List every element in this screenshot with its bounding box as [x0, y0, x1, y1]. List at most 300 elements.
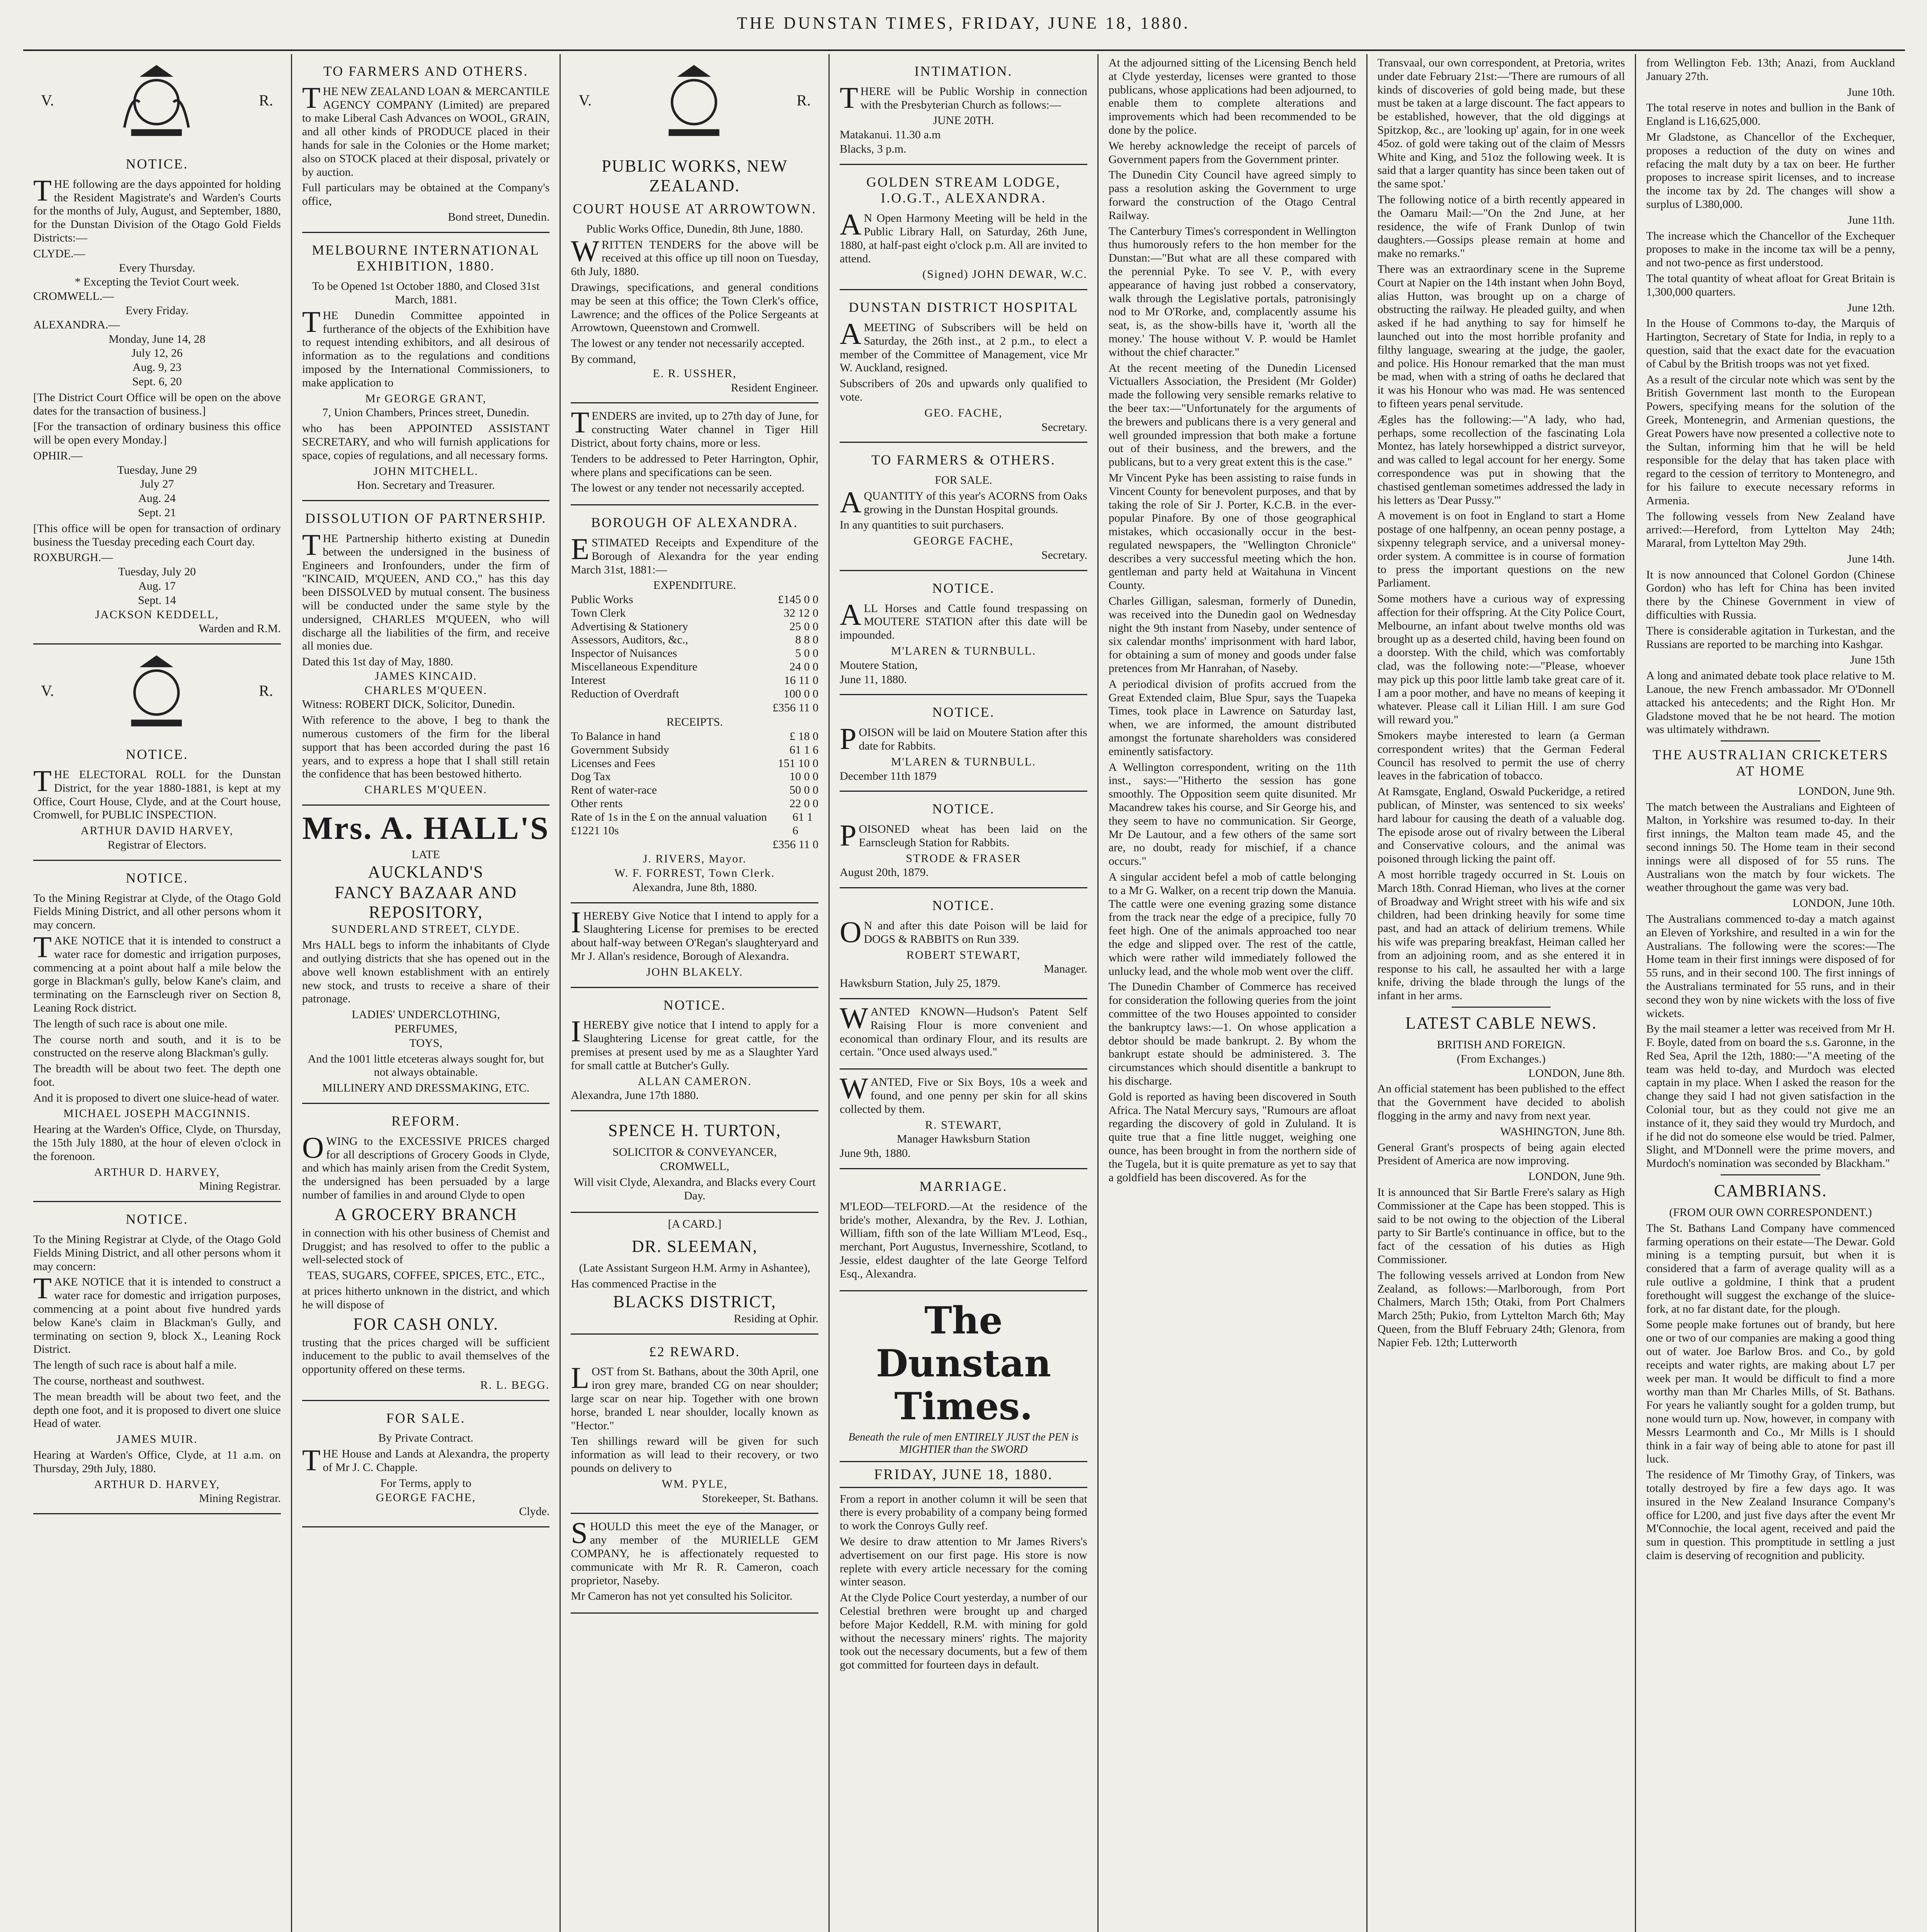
signature-title: Manager Hawksburn Station — [897, 1133, 1030, 1146]
row-label: Rate of 1s in the £ on the annual valuation £1221 10s — [571, 810, 767, 837]
schedule-row: Sept. 14 — [138, 594, 176, 607]
row-pence: 6 — [813, 743, 819, 756]
crest-v: V. — [41, 91, 54, 109]
clyde-line: * Excepting the Teviot Court week. — [75, 276, 240, 289]
notice-body: The mean breadth will be about two feet, and the depth one foot, and it is proposed to divert one sluice Head of water. — [33, 1390, 281, 1430]
table-row — [571, 811, 818, 838]
table-row — [571, 633, 818, 647]
ad-body: POISONED wheat has been laid on the Earnscleugh Station for Rabbits. — [840, 818, 1087, 852]
ad-body: who has been APPOINTED ASSISTANT SECRETARY, and who will furnish applications for space, copies of regulations, and all necessary forms. — [302, 422, 550, 462]
ad-body: Mrs HALL begs to inform the inhabitants of Clyde and outlying districts that she has opened out in the above well known establishment with an entirely new stock, and trusts to receive a share of their patronage. — [302, 939, 550, 1005]
notice-body: The breadth will be about two feet. The depth one foot. — [33, 1062, 281, 1088]
dateline: June 12th. — [1847, 301, 1895, 314]
clyde-line: Every Thursday. — [119, 261, 196, 274]
schedule-row: Aug. 24 — [138, 492, 176, 505]
row-shillings: 0 — [804, 687, 810, 700]
row-shillings: 12 — [798, 606, 810, 619]
schedule-row: Monday, June 14, 28 — [109, 332, 206, 345]
ad-body: trusting that the prices charged will be sufficient inducement to the public to avail themselves of the opportunity offered on these terms. — [302, 1336, 550, 1376]
ad-body: in connection with his other business of Chemist and Druggist; and has resolved to offer to the public a well-selected stock of — [302, 1226, 550, 1266]
ad-body: The lowest or any tender not necessarily accepted. — [571, 481, 805, 495]
signature-title: Mining Registrar. — [199, 1180, 281, 1193]
cable-paragraph: The total reserve in notes and bullion in the Bank of England is L16,625,000. — [1646, 101, 1895, 128]
signature: ARTHUR D. HARVEY, — [94, 1165, 220, 1179]
notice-title: NOTICE. — [932, 801, 995, 817]
row-shillings: 0 — [804, 784, 810, 797]
section-rule — [1452, 1007, 1551, 1008]
schedule-row: Tuesday, June 29 — [117, 463, 197, 476]
table-heading: EXPENDITURE. — [653, 579, 736, 592]
schedule-note: [The District Court Office will be open on the above dates for the transaction of business.] — [33, 391, 281, 417]
column-3 — [561, 54, 830, 1932]
row-pounds: 50 — [789, 784, 801, 797]
ad-banner: Mrs. A. HALL'S — [302, 810, 549, 847]
ad-line: CROMWELL, — [660, 1160, 730, 1173]
doctor-card — [571, 1213, 818, 1334]
table-row — [571, 593, 818, 607]
signature: WM. PYLE, — [662, 1477, 728, 1490]
place-alexandra: ALEXANDRA.— — [33, 318, 120, 331]
royal-crest — [33, 645, 281, 737]
row-pounds: 151 — [778, 757, 796, 770]
cable-paragraph: There is considerable agitation in Turkestan, and the Russians are reported to be marching into Kashgar. — [1646, 624, 1895, 651]
ad-line: SOLICITOR & CONVEYANCER, — [612, 1146, 777, 1159]
signature: M'LAREN & TURNBULL. — [891, 755, 1036, 768]
ad-heading: SPENCE H. TURTON, — [608, 1121, 781, 1140]
signature-title: Warden and R.M. — [199, 622, 281, 635]
news-paragraph: A Wellington correspondent, writing on the 11th inst., says:—"Hitherto the session has gone smoothly. The Opposition seem quite disunited. Mr Macandrew takes his course, and Sir George his, and they seem to have no communication. Sir George, Mr De Lautour, and a few others of the same sort are, no doubt, ready for mischief, if a chance occurs." — [1108, 760, 1356, 868]
signature: W. F. FORREST, Town Clerk. — [614, 867, 775, 880]
signature-title: Secretary. — [1041, 420, 1087, 434]
ad-body: THE Partnership hitherto existing at Dunedin between the undersigned in the business of Engineers and Ironfounders, under the firm of "KINCAID, M'QUEEN, AND CO.," has this day been DISSOLVED by mutual consent. The business will be conducted under the same style by the undersigned, CHARLES M'QUEEN, who will discharge all the liabilities of the firm, and receive all monies due. — [302, 527, 550, 653]
row-pence: 0 — [813, 757, 819, 770]
signature: GEORGE FACHE, — [913, 534, 1014, 548]
row-pounds: 100 — [784, 687, 801, 700]
ad-line: By command, — [571, 352, 636, 366]
ad-line: LATE — [412, 848, 440, 861]
row-pence: 0 — [813, 797, 819, 810]
ad-body: THERE will be Public Worship in connection with the Presbyterian Church as follows:— — [840, 80, 1087, 114]
ad-body: And the 1001 little etceteras always sought for, but not always obtainable. — [308, 1052, 544, 1079]
row-label: To Balance in hand — [571, 730, 661, 743]
table-row — [571, 757, 818, 770]
schedule-row: Tuesday, July 20 — [118, 565, 196, 578]
ad-body: With reference to the above, I beg to thank the numerous customers of the firm for the liberal support that has been accorded during the past 16 years, and to express a hope that I shall still retain the confidence that has been bestowed hitherto. — [302, 714, 550, 781]
notice-body: TAKE NOTICE that it is intended to construct a water race for domestic and irrigation purposes, commencing at a point about half a mile below the gorge in Blackman's gully, below Kane's claim, and terminating on the Earnscleugh river on Section 8, Leaning Rock district. — [33, 930, 281, 1014]
notice-body: The length of such race is about one mile. — [33, 1017, 228, 1030]
notice-body: And it is proposed to divert one sluice-head of water. — [33, 1091, 279, 1104]
row-pence: 0 — [813, 620, 819, 633]
water-channel-tender — [571, 403, 818, 505]
ad-address: 7, Union Chambers, Princes street, Dunedin. — [322, 406, 529, 419]
signature: ARTHUR DAVID HARVEY, — [80, 824, 234, 837]
news-paragraph: A periodical division of profits accrued from the Great Extended claim, Blue Spur, says the Tuapeka Times, took place in Lawrence on Saturday last, when, we are informed, the amount distributed amongst the fortunate shareholders was considered eminently satisfactory. — [1108, 677, 1356, 758]
table-row — [571, 660, 818, 674]
exhibition-ad — [302, 233, 550, 501]
ad-body: The lowest or any tender not necessarily accepted. — [571, 337, 805, 350]
solicitor-card — [571, 1111, 818, 1213]
ad-line: Has commenced Practise in the — [571, 1277, 716, 1290]
cable-paragraph: The total quantity of wheat afloat for Great Britain is 1,300,000 quarters. — [1646, 272, 1895, 298]
notice-body: THE ELECTORAL ROLL for the Dunstan District, for the year 1880-1881, is kept at my Office, Court House, Clyde, and at the Court house, Cromwell, for PUBLIC INSPECTION. — [33, 764, 281, 821]
signature: M'LAREN & TURNBULL. — [891, 645, 1036, 658]
row-pence: 6 — [792, 824, 798, 837]
row-shillings: 0 — [804, 593, 810, 606]
ad-body: THE NEW ZEALAND LOAN & MERCANTILE AGENCY COMPANY (Limited) are prepared to make Liberal Cash Advances on WOOL, GRAIN, and all other kinds of PRODUCE placed in their hands for sale in the Colonies or the Home market; also on STOCK placed at their disposal, privately or by auction. — [302, 80, 550, 179]
worship-intimation — [840, 54, 1087, 165]
ad-body: Full particulars may be obtained at the Company's office, — [302, 181, 550, 208]
ad-body: SHOULD this meet the eye of the Manager, or any member of the MURIELLE GEM COMPANY, he is affectionately requested to communicate with Mr R. R. Cameron, coach proprietor, Naseby. — [571, 1516, 819, 1587]
hospital-notice — [840, 290, 1087, 443]
news-paragraph: Some mothers have a curious way of expressing affection for their offspring. At the City Police Court, Melbourne, an infant about twelve months old was brought up as a deserted child, having been found on a doorstep. With the child, which was comfortably clad, was the following note:—"Please, whoever may pick up this poor little lamb take great care of it. I am a poor mother, and have no means of keeping it whatever. Please call it Lilian Hill. I am sure God will reward you." — [1377, 592, 1625, 726]
ad-heading: MARRIAGE. — [919, 1178, 1008, 1194]
correspondent-paragraph: The St. Bathans Land Company have commenced farming operations on their estate—The Dewar. Gold mining is a tempting pursuit, but when it is considered that a farm of average quality will as a rule outlive a goldmine, I think that a prudent forethought will suggest the exchange of the sluice-fork, at no far distant date, for the plough. — [1646, 1221, 1895, 1315]
cable-paragraph: It is now announced that Colonel Gordon (Chinese Gordon) who has left for China has been invited there by the Chinese Government in view of difficulties with Russia. — [1646, 568, 1895, 622]
electoral-notice — [33, 737, 281, 861]
crest-v: V. — [41, 682, 54, 700]
signature: R. STEWART, — [925, 1118, 1002, 1131]
row-shillings: 0 — [804, 797, 810, 810]
notice-body: TAKE NOTICE that it is intended to construct a water race for domestic and irrigation purposes, commencing at a point about five hundred yards below Kane's claim in Blackman's Gully, and terminating on section 9, block X., Leaning Rock District. — [33, 1271, 281, 1356]
water-race-notice — [33, 861, 281, 1202]
ad-date: December 11th 1879 — [840, 769, 937, 782]
news-paragraph: The Dunedin Chamber of Commerce has received for consideration the following queries from the joint committee of the two Houses appointed to consider the bankruptcy laws:—1. On whose application a debtor should be made bankrupt. 2. By whom the bankrupt estate should be administered. 3. The circumstances which should disentitle a bankrupt to his discharge. — [1108, 980, 1356, 1087]
ad-line: JUNE 20TH. — [933, 114, 994, 127]
cricket-paragraph: By the mail steamer a letter was received from Mr H. F. Boyle, dated from on board the s.s. Garonne, in the Red Sea, April the 12th, 1880:—"A meeting of the team was held to-day, and Murdoch was elected captain in my place. When I asked the reason for the change they said I had not given satisfaction in the Colonial tour, but as they could not give me an instance of it, they said they would try Murdoch, and if he did not do someone else would be tried. Palmer, Slight, and M'Donnell were the prime movers, and Murdoch's nomination was seconded by Blackham." — [1646, 1022, 1895, 1170]
section-source: (From Exchanges.) — [1456, 1052, 1546, 1065]
news-paragraph: The Dunedin City Council have agreed simply to pass a resolution asking the Government to urge forward the construction of the Otago Central Railway. — [1108, 168, 1356, 222]
ad-body: IHEREBY Give Notice that I intend to apply for a Slaughtering License for premises to be erected about half-way between O'Regan's slaughteryard and Mr J. Allan's residence, Borough of Alexandra. — [571, 905, 819, 963]
column-4 — [830, 54, 1099, 1932]
signature: GEORGE FACHE, — [376, 1491, 476, 1504]
row-pence: 0 — [813, 660, 819, 673]
ad-subheading: COURT HOUSE AT ARROWTOWN. — [573, 201, 817, 217]
ad-body: Ten shillings reward will be given for such information as will lead to their recovery, or two pounds on delivery to — [571, 1435, 819, 1475]
notice-title: NOTICE. — [932, 580, 995, 596]
ad-line: AUCKLAND'S — [368, 862, 484, 882]
signature: (Signed) JOHN DEWAR, W.C. — [922, 268, 1087, 281]
crest-r: R. — [259, 91, 273, 109]
schedule-note: [This office will be open for transaction of ordinary business the Tuesday preceding each Court day. — [33, 522, 281, 548]
notice-title: NOTICE. — [932, 704, 995, 720]
ad-body: AMEETING of Subscribers will be held on Saturday, the 26th inst., at 2 p.m., to elect a member of the Committee of Management, vice Mr W. Auckland, resigned. — [840, 316, 1087, 374]
ad-heading: DUNSTAN DISTRICT HOSPITAL — [849, 299, 1078, 315]
ad-body: THE Dunedin Committee appointed in furtherance of the objects of the Exhibition have to request intending exhibitors, and all desirous of information as to the regulations and conditions imposed by the International Commissioners, to make application to — [302, 304, 550, 389]
ad-line: FOR SALE. — [935, 474, 992, 487]
editorial-paragraph: We desire to draw attention to Mr James Rivers's advertisement on our first page. His store is now replete with every article necessary for the coming winter season. — [840, 1535, 1087, 1588]
ad-date: Dated this 1st day of May, 1880. — [302, 655, 454, 668]
row-pounds: £145 — [778, 593, 801, 606]
ad-line: PERFUMES, — [394, 1022, 458, 1035]
ad-date: Hawksburn Station, July 25, 1879. — [840, 977, 1000, 990]
section-heading: THE AUSTRALIAN CRICKETERS AT HOME — [1652, 747, 1889, 779]
signature-title: Manager. — [1044, 963, 1087, 976]
schedule-row: Blacks, 3 p.m. — [840, 142, 907, 155]
cable-paragraph: General Grant's prospects of being again elected President of America are now improving. — [1377, 1141, 1625, 1167]
news-paragraph: A movement is on foot in England to start a Home postage of one halfpenny, an ocean penny postage, a sixpenny telegraph service, and a universal money-order system. A committee is in course of formation to press the important questions on the new Parliament. — [1377, 509, 1625, 590]
signature: J. RIVERS, Mayor. — [643, 852, 747, 866]
poison-notice — [840, 695, 1087, 792]
ad-line: Residing at Ophir. — [733, 1312, 819, 1325]
section-heading: CAMBRIANS. — [1714, 1181, 1827, 1201]
row-pounds: £ — [789, 730, 796, 743]
place-ophir: OPHIR.— — [33, 449, 83, 462]
cricket-paragraph: The match between the Australians and Eighteen of Malton, in Yorkshire was resumed to-day. In their first innings, the Malton team made 45, and the second innings 50. The Home team in their second innings were all disposed of for 55 runs. The Australians won the match by four wickets. The weather throughout the game was very bad. — [1646, 800, 1895, 894]
dateline: June 10th. — [1847, 85, 1895, 99]
row-shillings: 0 — [804, 660, 810, 673]
royal-crest — [33, 54, 281, 147]
water-race-notice — [33, 1202, 281, 1514]
table-total: £356 11 0 — [772, 701, 819, 714]
column-2 — [292, 54, 561, 1932]
row-pence: 0 — [813, 730, 819, 743]
crest-r: R. — [796, 91, 811, 109]
signature: JACKSON KEDDELL, — [95, 608, 219, 621]
royal-arms-icon — [114, 650, 199, 731]
cable-paragraph: from Wellington Feb. 13th; Anazi, from Auckland January 27th. — [1646, 56, 1895, 83]
news-paragraph: At the recent meeting of the Dunedin Licensed Victuallers Association, the President (Mr Golder) made the following very sensible remarks relative to the beer tax:—"Unfortunately for the arguments of the brewers and publicans there is a very general and well grounded impression that both make a fortune out of their business, and the brewers, and the publicans, but to a very great extent this is the case." — [1108, 361, 1356, 469]
newspaper-motto: Beneath the rule of men ENTIRELY JUST the PEN is MIGHTIER than the SWORD — [848, 1431, 1079, 1456]
row-label: Dog Tax — [571, 770, 611, 783]
ad-body: LOST from St. Bathans, about the 30th April, one iron grey mare, branded CG on near shoulder; large scar on near hip. Together with one brown horse, branded L near shoulder, locally known as "Hector." — [571, 1361, 819, 1432]
royal-crest — [571, 54, 818, 147]
row-label: Town Clerk — [571, 606, 626, 619]
dateline: LONDON, June 9th. — [1528, 1170, 1625, 1183]
ad-date: June 11, 1880. — [840, 673, 907, 686]
table-row — [571, 784, 818, 797]
row-shillings: 18 — [798, 730, 810, 743]
table-row — [571, 620, 818, 634]
notice-address: To the Mining Registrar at Clyde, of the Otago Gold Fields Mining District, and all other persons whom it may concern: — [33, 1233, 281, 1273]
ad-address: SUNDERLAND STREET, CLYDE. — [332, 923, 520, 936]
ad-body: WRITTEN TENDERS for the above will be received at this office up till noon on Tuesday, 6th July, 1880. — [571, 234, 819, 278]
schedule-row: Sept. 21 — [138, 506, 176, 519]
dateline: LONDON, June 9th. — [1798, 784, 1895, 798]
notice-title: NOTICE. — [663, 997, 726, 1013]
ad-body: M'LEOD—TELFORD.—At the residence of the bride's mother, Alexandra, by the Rev. J. Lothian, William, fifth son of the late William M'Leod, Esq., merchant, Port Augustus, Invernesshire, Scotland, to Jessie, eldest daughter of the late George Telford Esq., Alexandra. — [840, 1200, 1087, 1280]
reward-notice — [571, 1335, 818, 1514]
signature-title: Secretary. — [1041, 549, 1087, 562]
schedule-row: July 12, 26 — [131, 347, 183, 360]
ad-heading: TO FARMERS AND OTHERS. — [323, 63, 529, 79]
notice-body: The course north and south, and it is to be constructed on the reserve along Blackman's gully. — [33, 1033, 281, 1060]
signature: ALLAN CAMERON. — [638, 1075, 752, 1088]
ad-body: Mr Cameron has not yet consulted his Solicitor. — [571, 1590, 793, 1603]
ad-body: WANTED KNOWN—Hudson's Patent Self Raising Flour is more convenient and economical than ordinary Flour, and its results are certain. "Once used always used." — [840, 1001, 1087, 1059]
section-subheading: BRITISH AND FOREIGN. — [1437, 1038, 1566, 1051]
table-row — [571, 770, 818, 784]
ad-body: Tenders to be addressed to Peter Harrington, Ophir, where plans and specifications can be seen. — [571, 452, 819, 479]
table-total: £356 11 0 — [772, 838, 819, 851]
news-paragraph: At the adjourned sitting of the Licensing Bench held at Clyde yesterday, licenses were granted to those publicans, whose applications had been adjourned, to enable them to complete alterations and improvements which had been recommended to be done by the police. — [1108, 56, 1356, 136]
borough-estimates — [571, 505, 818, 903]
signature: ARTHUR D. HARVEY, — [94, 1478, 220, 1491]
bazaar-ad — [302, 806, 550, 1104]
loan-company-ad — [302, 54, 550, 233]
ad-heading: PUBLIC WORKS, NEW ZEALAND. — [601, 156, 788, 196]
ad-line: [A CARD.] — [668, 1218, 721, 1231]
row-pounds: 61 — [789, 743, 801, 756]
ad-body: Drawings, specifications, and general conditions may be seen at this office; the Town Clerk's office, Lawrence; and the offices of the Police Sergeants at Arrowtown, Queenstown and Cromwell. — [571, 281, 819, 334]
royal-arms-icon — [114, 60, 199, 141]
ad-name: Mr GEORGE GRANT, — [365, 392, 487, 405]
signature: MICHAEL JOSEPH MACGINNIS. — [63, 1107, 251, 1120]
row-label: Other rents — [571, 797, 623, 810]
signature-title: Hon. Secretary and Treasurer. — [357, 479, 495, 492]
signature: CHARLES M'QUEEN. — [364, 783, 487, 796]
row-shillings: 11 — [798, 673, 810, 687]
row-pounds: 25 — [789, 620, 801, 633]
row-pence: 0 — [813, 606, 819, 619]
ad-body: TENDERS are invited, up to 27th day of June, for constructing Water channel in Tiger Hill District, about forty chains, more or less. — [571, 405, 819, 449]
ad-heading: REFORM. — [391, 1113, 461, 1129]
row-pence: 0 — [813, 770, 819, 783]
personal-notice — [571, 1514, 818, 1614]
row-pounds: 61 — [792, 810, 804, 823]
ad-line: MILLINERY AND DRESSMAKING, ETC. — [322, 1082, 530, 1095]
schedule-row: Aug. 17 — [138, 580, 176, 593]
slaughter-license-notice — [571, 903, 818, 988]
ad-heading: FOR SALE. — [386, 1410, 466, 1426]
dateline: June 15th — [1850, 653, 1895, 667]
notice-hearing: Hearing at the Warden's Office, Clyde, on Thursday, the 15th July 1880, at the hour of eleven o'clock in the forenoon. — [33, 1123, 281, 1163]
ad-heading: DR. SLEEMAN, — [631, 1237, 758, 1256]
row-shillings: 0 — [804, 770, 810, 783]
cable-paragraph: The following vessels from New Zealand have arrived:—Hereford, from Lyttelton May 24th; Mararal, from Lyttelton May 29th. — [1646, 510, 1895, 550]
place-clyde: CLYDE.— — [33, 247, 85, 260]
ad-body: ALL Horses and Cattle found trespassing on MOUTERE STATION after this date will be impounded. — [840, 597, 1087, 642]
row-shillings: 8 — [804, 633, 810, 646]
cable-paragraph: A long and animated debate took place relative to M. Lanoue, the new French ambassador. Mr O'Donnell attacked his antecedents; and the Right Hon. Mr Gladstone moved that he be not heard. The motion was ultimately withdrawn. — [1646, 669, 1895, 736]
property-sale-ad — [302, 1401, 550, 1528]
row-pence: 0 — [813, 593, 819, 606]
row-pounds: 5 — [795, 647, 801, 660]
slaughter-license-notice — [571, 988, 818, 1112]
ad-line: TEAS, SUGARS, COFFEE, SPICES, ETC., ETC., — [307, 1269, 545, 1282]
news-paragraph: The following notice of a birth recently appeared in the Oamaru Mail:—"On the 2nd June, at her residence, the wife of Frank Dunlop of twin daughters.—Gossips please remain at home and make no remarks." — [1377, 193, 1625, 260]
ad-line: A GROCERY BRANCH — [334, 1204, 517, 1224]
crest-r: R. — [259, 682, 273, 700]
news-paragraph: Smokers maybe interested to learn (a German correspondent writes) that the German Federal Council has resolved to permit the use of cherry leaves in the fabrication of tobacco. — [1377, 729, 1625, 782]
dateline: June 11th. — [1847, 213, 1895, 226]
news-paragraph: Gold is reported as having been discovered in South Africa. The Natal Mercury says, "Rumours are afloat regarding the discovery of gold in Zululand. It is quite true that a fine little nugget, weighing one ounce, has been brought in from the northern side of the Tugela, but it is quite premature as yet to say that a goldfield has been discovered. As for the — [1108, 1090, 1356, 1184]
ad-date: August 20th, 1879. — [840, 866, 929, 879]
row-pounds: 24 — [789, 660, 801, 673]
ad-line: LADIES' UNDERCLOTHING, — [352, 1008, 500, 1021]
ad-body: In any quantities to suit purchasers. — [840, 519, 1004, 532]
wanted-ad — [840, 1070, 1087, 1169]
notice-title: NOTICE. — [932, 898, 995, 913]
ad-body: IHEREBY give notice that I intend to apply for a Slaughtering License for great cattle, for the premises at present used by me as a Slaughter Yard for small cattle at Butcher's Gully. — [571, 1014, 819, 1072]
signature: JAMES KINCAID. — [374, 669, 477, 682]
ad-body: OWING to the EXCESSIVE PRICES charged for all descriptions of Grocery Goods in Clyde, and which has mainly arisen from the Credit System, the undersigned has been persuaded by a large number of families in and around Clyde to open — [302, 1130, 550, 1201]
correspondent-paragraph: Some people make fortunes out of brandy, but here one or two of our companies are making a good thing out of water. Joe Barlow Bros. and Co., by gold receipts and water rights, are making about L7 per week per man. It would be difficult to find a more worthy man than Mr Charles Mills, of St. Bathans. For years he valiantly sought for a golden trump, but none would turn up. Now, however, in company with Messrs Learmonth and Co., Mr Mills is I should think in a fair way of being able to atone for past ill luck. — [1646, 1318, 1895, 1466]
section-rule — [1721, 1174, 1820, 1175]
section-source: (FROM OUR OWN CORRESPONDENT.) — [1669, 1206, 1872, 1219]
witness: Witness: ROBERT DICK, Solicitor, Dunedin. — [302, 698, 515, 711]
schedule-row: Matakanui. 11.30 a.m — [840, 128, 941, 141]
news-paragraph: Ægles has the following:—"A lady, who had, perhaps, some recollection of the fascinating Lola Montez, has lately horsewhipped a district surveyor, and was called to legal account for her energy. Some correspondence was put in showing that the chastised gentleman sometimes addressed the lady in his letters as 'Dear Pussy.'" — [1377, 413, 1625, 507]
marriage-notice — [840, 1169, 1087, 1291]
ad-date: Alexandra, June 8th, 1880. — [632, 881, 757, 894]
signature: STRODE & FRASER — [906, 852, 1021, 865]
royal-arms-icon — [651, 60, 736, 141]
correspondent-paragraph: The residence of Mr Timothy Gray, of Tinkers, was totally destroyed by fire a few days ago. It was insured in the New Zealand Insurance Company's office for L200, and just five days after the event Mr M'Connochie, the local agent, received and paid the sum in question. This promptitude in settling a just claim is deserving of recognition and publicity. — [1646, 1468, 1895, 1562]
flour-ad — [840, 999, 1087, 1070]
notice-title: NOTICE. — [126, 156, 189, 172]
ad-line: Moutere Station, — [840, 658, 918, 672]
ad-body: WANTED, Five or Six Boys, 10s a week and found, and one penny per skin for all skins collected by them. — [840, 1071, 1087, 1116]
section-rule — [1721, 740, 1820, 742]
section-heading: LATEST CABLE NEWS. — [1405, 1013, 1597, 1032]
row-pence: 0 — [813, 687, 819, 700]
row-label: Advertising & Stationery — [571, 620, 688, 633]
header-rule — [23, 49, 1905, 51]
column-1 — [23, 54, 292, 1932]
schedule-note: [For the transaction of ordinary business this office will be open every Monday.] — [33, 420, 281, 447]
row-label: Miscellaneous Expenditure — [571, 660, 697, 673]
ad-line: TOYS, — [409, 1036, 442, 1049]
crest-v: V. — [578, 91, 592, 109]
public-works-ad — [571, 147, 818, 403]
cable-paragraph: The following vessels arrived at London from New Zealand, as follows:—Marlborough, from Port Chalmers, March 15th; Otaki, from Port Chalmers March 25th; Pukio, from Lyttelton March 6th; May Queen, from the Bluff February 24th; Glenora, from Napier Feb. 12th; Lutterworth — [1377, 1269, 1625, 1349]
table-row — [571, 730, 818, 743]
signature-title: Storekeeper, St. Bathans. — [702, 1492, 819, 1505]
signature: JOHN MITCHELL. — [373, 464, 478, 478]
editorial-paragraph: At the Clyde Police Court yesterday, a number of our Celestial brethren were brought up and charged before Major Keddell, R.M. with mining for gold without the necessary miners' rights. The majority took out the necessary documents, but a few of them got committed for fourteen days in default. — [840, 1591, 1087, 1672]
ad-heading: TO FARMERS & OTHERS. — [871, 452, 1056, 468]
news-paragraph: The Canterbury Times's correspondent in Wellington thus humorously refers to the hon member for the Dunstan:—"But what are all these compared with the perennial Pyke. To see V. P., with every appearance of having just robbed a conservatory, walk through the Legislative portals, patronisingly nod to Mr O'Rorke, and, complacently assume his seat, is, as the show-bills have it, 'worth all the money.' The house without V. P. would be Hamlet without the chief character." — [1108, 224, 1356, 359]
schedule-row: July 27 — [140, 478, 174, 491]
notice-title: NOTICE. — [126, 1211, 189, 1227]
ad-body: AQUANTITY of this year's ACORNS from Oaks growing in the Dunstan Hospital grounds. — [840, 485, 1087, 519]
row-label: Rent of water-race — [571, 784, 657, 797]
ad-line: Public Works Office, Dunedin, 8th June, 1880. — [586, 222, 803, 235]
table-row — [571, 674, 818, 687]
signature: JAMES MUIR. — [116, 1433, 198, 1446]
row-shillings: 0 — [804, 647, 810, 660]
table-row — [571, 687, 818, 701]
cable-paragraph: It is announced that Sir Bartle Frere's salary as High Commissioner at the Cape has been stopped. This is said to be not owing to the objection of the Liberal party to Sir Bartle's continuance in office, but to the fact of the cessation of his duties as High Commissioner. — [1377, 1185, 1625, 1266]
row-label: Inspector of Nuisances — [571, 647, 677, 660]
news-paragraph: We hereby acknowledge the receipt of parcels of Government papers from the Government printer. — [1108, 139, 1356, 166]
ad-line: FANCY BAZAAR AND REPOSITORY, — [335, 883, 517, 922]
place-roxburgh: ROXBURGH.— — [33, 551, 113, 564]
row-label: Interest — [571, 673, 606, 687]
place-cromwell: CROMWELL.— — [33, 290, 114, 303]
news-paragraph: A singular accident befel a mob of cattle belonging to a Mr G. Walker, on a recent trip down the Manuia. The cattle were one evening grazing some distance from the track near the edge of a precipice, fully 70 feet high. One of the animals approached too near the edge and slipped over. The rest of the cattle, which were rather wild immediately followed the unlucky lead, and the whole mob went over the cliff. — [1108, 871, 1356, 978]
signature: JOHN BLAKELY. — [646, 965, 743, 978]
ad-line: For Terms, apply to — [380, 1476, 471, 1490]
dateline: June 14th. — [1847, 552, 1895, 565]
table-row — [571, 797, 818, 811]
row-pounds: 22 — [789, 797, 801, 810]
cable-paragraph: An official statement has been published to the effect that the Government have decided to abolish flogging in the army and navy from next year. — [1377, 1082, 1625, 1122]
acorns-ad — [840, 443, 1087, 571]
expenditure-table — [571, 593, 818, 715]
dateline: LONDON, June 10th. — [1793, 897, 1895, 910]
row-pence: 0 — [813, 784, 819, 797]
ad-date: Alexandra, June 17th 1880. — [571, 1089, 699, 1102]
ad-address: Bond street, Dunedin. — [448, 210, 550, 223]
notice-title: NOTICE. — [126, 747, 189, 762]
signature: CHARLES M'QUEEN. — [364, 684, 487, 697]
poison-notice — [840, 792, 1087, 888]
notice-body: The course, northeast and southwest. — [33, 1374, 205, 1387]
row-shillings: 10 — [798, 757, 810, 770]
row-pounds: 10 — [789, 770, 801, 783]
ad-body: Will visit Clyde, Alexandra, and Blacks every Court Day. — [573, 1175, 816, 1202]
